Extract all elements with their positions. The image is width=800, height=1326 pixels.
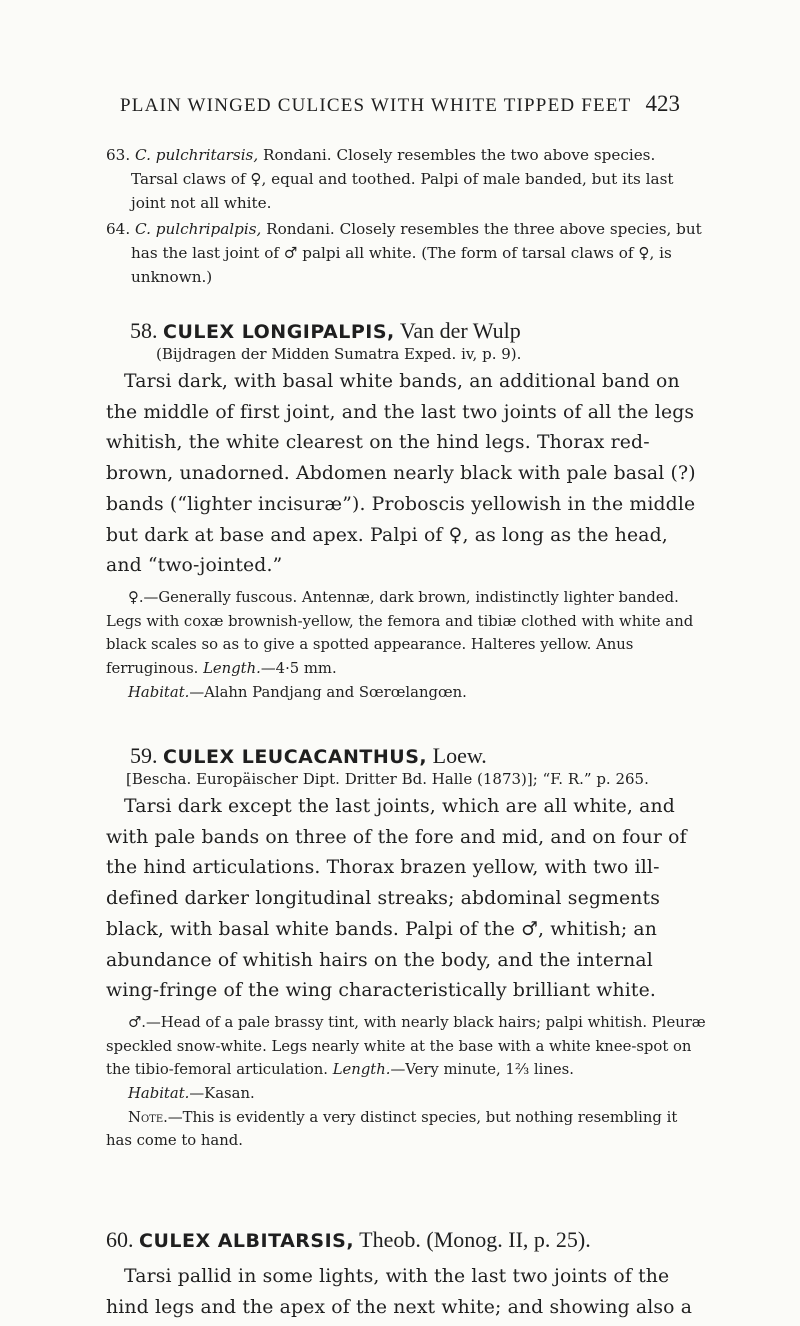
section-59-description: Tarsi dark except the last joints, which are all white, and with pale bands on three of the fore and mid, and on four of the hind articulations. Thorax brazen yellow, with two ill-defined darker longitudinal streaks; abdominal segments black, with basal white bands. Palpi of the ♂, whitish; an abundance of whitish hairs on the body, and the internal wing-fringe of the wing characteristically brilliant white. (106, 796, 687, 1002)
section-58-female-text: ♀.—Generally fuscous. Antennæ, dark brown, indistinctly lighter banded. Legs with coxæ brownish-yellow, the femora and tibiæ clothed with white and black scales so as to give a spotted appearance. Halteres yellow. Anus ferruginous. (106, 588, 694, 678)
section-58-reference: (Bijdragen der Midden Sumatra Exped. iv, p. 9). (156, 345, 522, 363)
section-58-description: Tarsi dark, with basal white bands, an additional band on the middle of first joint, and the last two joints of all the legs whitish, the white clearest on the hind legs. Thorax red-brown, unadorned. Abdomen nearly black with pale basal (?) bands (“lighter incisuræ”). Proboscis yellowish in the middle but dark at base and apex. Palpi of ♀, as long as the head, and “two-jointed.” (106, 371, 696, 577)
habitat-label: Habitat. (128, 1085, 190, 1103)
species-64-number: 64. (106, 220, 131, 238)
section-59-heading (130, 743, 487, 769)
section-59-male (106, 1011, 706, 1082)
length-value: —Very minute, 1⅔ lines. (390, 1061, 574, 1079)
species-64-text: Rondani. Closely resembles the three above species, but has the last joint of ♂ palpi all white. (The form of tarsal claws of ♀, is unknown.) (131, 220, 702, 286)
section-60-body (106, 1262, 706, 1323)
section-59-author: Loew. (427, 743, 487, 768)
section-60-author: Theob. (354, 1227, 421, 1252)
section-59-number: 59. (130, 743, 158, 768)
section-58-heading (130, 318, 521, 344)
habitat-label: Habitat. (128, 683, 190, 701)
section-58-habitat (106, 681, 706, 705)
species-63-number: 63. (106, 146, 131, 164)
species-63-name: C. pulchritarsis, (134, 146, 259, 164)
species-list (106, 143, 706, 291)
section-58-number: 58. (130, 318, 158, 343)
section-59-body (106, 792, 706, 1153)
section-60-reference: (Monog. II, p. 25). (420, 1227, 591, 1252)
section-60-heading (106, 1227, 591, 1253)
section-58-body (106, 367, 706, 704)
section-60-number: 60. (106, 1227, 134, 1252)
section-59-male-text: ♂.—Head of a pale brassy tint, with nearly black hairs; palpi whitish. Pleuræ speckled snow-white. Legs nearly white at the base with a white knee-spot on the tibio-femoral articulation. (106, 1013, 706, 1079)
length-value: —4·5 mm. (260, 660, 337, 678)
species-64-entry (106, 217, 706, 289)
habitat-value: —Alahn Pandjang and Sœrœlangœn. (189, 683, 467, 701)
section-60-name: CULEX ALBITARSIS, (139, 1230, 355, 1252)
section-59-habitat (106, 1082, 706, 1106)
note-text: —This is evidently a very distinct species, but nothing resembling it has come to hand. (106, 1108, 678, 1150)
page-number: 423 (645, 91, 680, 116)
section-58-female (106, 586, 706, 681)
species-64-name: C. pulchripalpis, (134, 220, 262, 238)
note-label: Note. (128, 1108, 168, 1126)
section-58-name: CULEX LONGIPALPIS, (163, 321, 395, 343)
section-59-note (106, 1106, 706, 1153)
species-63-entry (106, 143, 706, 215)
length-label: Length. (332, 1061, 391, 1079)
section-60-description: Tarsi pallid in some lights, with the last two joints of the hind legs and the apex of the next white; and showing also a (106, 1266, 693, 1318)
length-label: Length. (203, 660, 261, 678)
section-59-reference: [Bescha. Europäischer Dipt. Dritter Bd. Halle (1873)]; “F. R.” p. 265. (126, 770, 649, 788)
running-title: PLAIN WINGED CULICES WITH WHITE TIPPED FEET (120, 95, 632, 116)
running-header (120, 91, 680, 117)
section-59-name: CULEX LEUCACANTHUS, (163, 746, 428, 768)
species-63-text: Rondani. Closely resembles the two above species. Tarsal claws of ♀, equal and toothed. Palpi of male banded, but its last joint not all white. (131, 146, 674, 212)
section-58-author: Van der Wulp (394, 318, 521, 343)
habitat-value: —Kasan. (189, 1085, 255, 1103)
